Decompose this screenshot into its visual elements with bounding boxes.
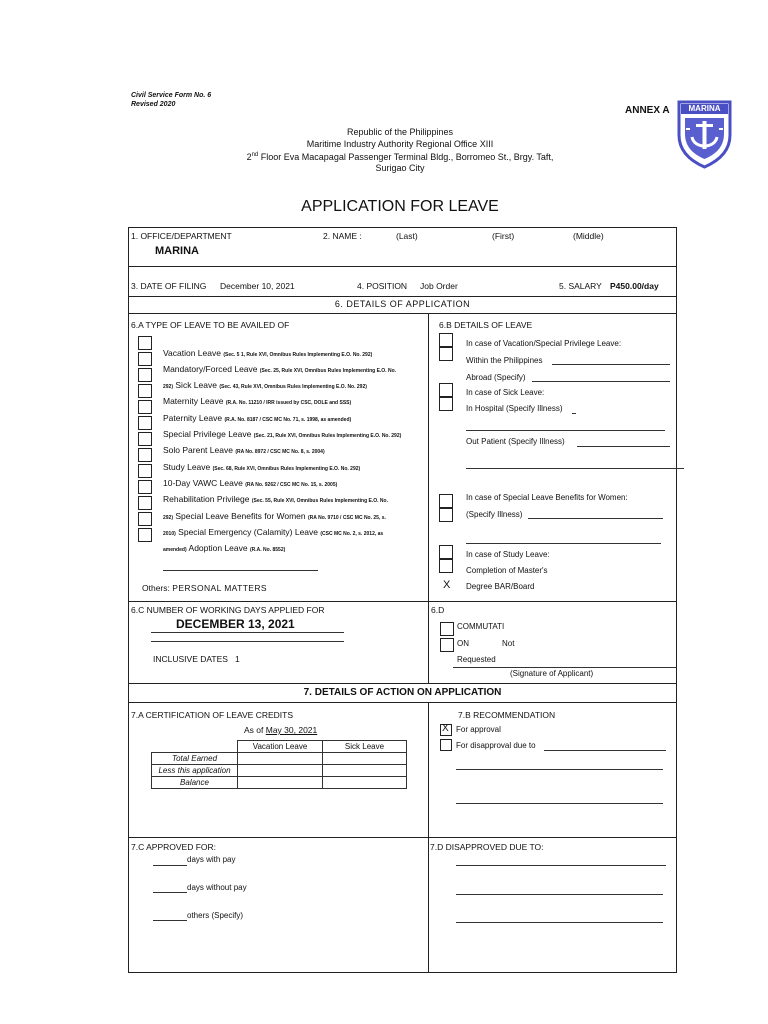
- table-cell[interactable]: [323, 777, 407, 789]
- agency-line: Maritime Industry Authority Regional Office XIII: [306, 139, 494, 149]
- commutation-label: 6.D: [431, 605, 445, 615]
- approval-x-mark: X: [442, 723, 449, 734]
- table-row: [152, 777, 407, 789]
- salary-label: 5. SALARY: [559, 281, 602, 291]
- divider-7cd: [128, 837, 677, 838]
- commutation-text-2: ON: [457, 639, 469, 648]
- form-border-left: [128, 227, 129, 973]
- checkbox-for-disapproval[interactable]: [440, 739, 452, 751]
- leave-type-item: Study Leave (Sec. 68, Rule XVI, Omnibus Rules Implementing E.O. No. 292): [163, 462, 361, 472]
- salary-value: P450.00/day: [610, 281, 659, 291]
- divider-section6: [128, 313, 677, 314]
- disapproved-due-label: 7.D DISAPPROVED DUE TO:: [430, 842, 544, 852]
- table-cell[interactable]: [238, 765, 323, 777]
- divider-row3: [128, 296, 677, 297]
- signature-line[interactable]: [453, 667, 676, 668]
- checkbox-leave-6[interactable]: [138, 416, 152, 430]
- type-of-leave-label: 6.A TYPE OF LEAVE TO BE AVAILED OF: [131, 320, 290, 330]
- women-specify-line[interactable]: [528, 518, 663, 519]
- table-header: Vacation Leave: [238, 741, 323, 753]
- table-row: [152, 741, 407, 753]
- date-filing-value: December 10, 2021: [220, 281, 295, 291]
- form-border-top: [128, 227, 677, 228]
- checkbox-leave-1[interactable]: [138, 336, 152, 350]
- form-border-right: [676, 227, 677, 973]
- table-cell[interactable]: [238, 777, 323, 789]
- vacation-heading: In case of Vacation/Special Privilege Leave:: [466, 339, 622, 348]
- working-days-label: 6.C NUMBER OF WORKING DAYS APPLIED FOR: [131, 605, 325, 615]
- column-split-7: [428, 702, 429, 973]
- office-value: MARINA: [155, 245, 199, 257]
- recommendation-label: 7.B RECOMMENDATION: [458, 710, 556, 720]
- leave-type-item: Mandatory/Forced Leave (Sec. 25, Rule XVI, Omnibus Rules Implementing E.O. No.: [163, 364, 397, 374]
- table-row: [152, 753, 407, 765]
- checkbox-leave-12[interactable]: [138, 512, 152, 526]
- checkbox-sick-hospital[interactable]: [439, 383, 453, 397]
- table-cell: Less this application: [152, 765, 238, 777]
- marina-logo: [676, 99, 733, 169]
- table-row: [152, 765, 407, 777]
- logo-text: MARINA: [688, 104, 721, 113]
- for-disapproval-label: For disapproval due to: [456, 741, 536, 750]
- checkbox-leave-13[interactable]: [138, 528, 152, 542]
- table-cell[interactable]: [238, 753, 323, 765]
- inclusive-dates: INCLUSIVE DATES 1: [153, 654, 240, 664]
- name-last-label: (Last): [396, 231, 418, 241]
- women-heading: In case of Special Leave Benefits for Women:: [466, 493, 628, 502]
- leave-type-item: Vacation Leave (Sec. 5 1, Rule XVI, Omnibus Rules Implementing E.O. No. 292): [163, 348, 373, 358]
- checkbox-vacation-abroad[interactable]: [439, 347, 453, 361]
- checkbox-commutation[interactable]: [440, 622, 454, 636]
- checkbox-leave-7[interactable]: [138, 432, 152, 446]
- checkbox-vacation-within[interactable]: [439, 333, 453, 347]
- working-days-line: [151, 632, 344, 633]
- others-specify-label: others (Specify): [187, 911, 244, 920]
- bar-board-label: Degree BAR/Board: [466, 582, 535, 591]
- hospital-line-2[interactable]: [466, 430, 665, 431]
- as-of-line: As of May 30, 2021: [244, 725, 318, 735]
- section6-heading: 6. DETAILS OF APPLICATION: [334, 299, 471, 309]
- table-cell[interactable]: [323, 765, 407, 777]
- checkbox-women[interactable]: [439, 494, 453, 508]
- others-line: [163, 570, 318, 571]
- outpatient-label: Out Patient (Specify Illness): [466, 437, 565, 446]
- table-header: Sick Leave: [323, 741, 407, 753]
- checkbox-leave-8[interactable]: [138, 448, 152, 462]
- address-line-1: 2nd Floor Eva Macapagal Passenger Terminal Bldg., Borromeo St., Brgy. Taft,: [246, 152, 554, 162]
- checkbox-not-requested[interactable]: [440, 638, 454, 652]
- outpatient-line-2[interactable]: [466, 468, 684, 469]
- checkbox-leave-3[interactable]: [138, 368, 152, 382]
- checkbox-leave-11[interactable]: [138, 496, 152, 510]
- checkbox-sick-outpatient[interactable]: [439, 397, 453, 411]
- checkbox-study-masters[interactable]: [439, 545, 453, 559]
- leave-type-item: Special Privilege Leave (Sec. 21, Rule XVI, Omnibus Rules Implementing E.O. No. 292): [163, 429, 402, 439]
- women-specify-line-2[interactable]: [466, 543, 661, 544]
- hospital-label: In Hospital (Specify Illness): [466, 404, 563, 413]
- within-philippines-line[interactable]: [552, 364, 670, 365]
- leave-type-item: amended) Adoption Leave (R.A. No. 8552): [163, 543, 286, 553]
- for-approval-label: For approval: [456, 725, 501, 734]
- leave-type-item: 2010) Special Emergency (Calamity) Leave (CSC MC No. 2, s. 2012, as: [163, 527, 384, 537]
- disapproval-line-1[interactable]: [544, 750, 666, 751]
- sick-heading: In case of Sick Leave:: [466, 388, 545, 397]
- position-label: 4. POSITION: [357, 281, 408, 291]
- checkbox-women-2[interactable]: [439, 508, 453, 522]
- within-philippines-label: Within the Philippines: [466, 356, 543, 365]
- republic-line: Republic of the Philippines: [346, 127, 454, 137]
- section7-heading: 7. DETAILS OF ACTION ON APPLICATION: [303, 687, 502, 698]
- checkbox-leave-9[interactable]: [138, 464, 152, 478]
- form-border-bottom: [128, 972, 677, 973]
- others-field: Others: PERSONAL MATTERS: [142, 583, 267, 593]
- divider-section7-bottom: [128, 702, 677, 703]
- table-cell: [152, 741, 238, 753]
- checkbox-leave-5[interactable]: [138, 400, 152, 414]
- days-without-pay-label: days without pay: [187, 883, 247, 892]
- table-cell: Balance: [152, 777, 238, 789]
- disapproved-line-2[interactable]: [456, 894, 663, 895]
- divider-row1: [128, 266, 677, 267]
- checkbox-leave-10[interactable]: [138, 480, 152, 494]
- date-filing-label: 3. DATE OF FILING: [131, 281, 207, 291]
- leave-credits-label: 7.A CERTIFICATION OF LEAVE CREDITS: [131, 710, 294, 720]
- disapproved-line-3[interactable]: [456, 922, 663, 923]
- days-with-pay-label: days with pay: [187, 855, 236, 864]
- column-split-6: [428, 313, 429, 683]
- details-of-leave-label: 6.B DETAILS OF LEAVE: [439, 320, 533, 330]
- address-line-2: Surigao City: [375, 163, 425, 173]
- days-with-pay-line[interactable]: [153, 865, 187, 866]
- disapproval-line-3[interactable]: [456, 803, 663, 804]
- divider-section7-top: [128, 683, 677, 684]
- annex-label: ANNEX A: [625, 105, 670, 116]
- not-requested-text-2: Requested: [457, 655, 496, 664]
- women-specify-label: (Specify Illness): [466, 510, 523, 519]
- approved-for-label: 7.C APPROVED FOR:: [131, 842, 217, 852]
- form-number: Civil Service Form No. 6: [131, 92, 212, 99]
- study-heading: In case of Study Leave:: [466, 550, 550, 559]
- leave-type-item: 10-Day VAWC Leave (RA No. 9262 / CSC MC No. 15, s. 2005): [163, 478, 338, 488]
- form-title: APPLICATION FOR LEAVE: [301, 198, 499, 215]
- table-cell[interactable]: [323, 753, 407, 765]
- leave-type-item: 292) Special Leave Benefits for Women (RA No. 9710 / CSC MC No. 25, s.: [163, 511, 386, 521]
- abroad-line[interactable]: [532, 381, 670, 382]
- leave-type-item: Solo Parent Leave (RA No. 8972 / CSC MC No. 8, s. 2004): [163, 445, 325, 455]
- checkbox-leave-4[interactable]: [138, 384, 152, 398]
- outpatient-line[interactable]: [577, 446, 670, 447]
- office-label: 1. OFFICE/DEPARTMENT: [131, 231, 232, 241]
- form-revision: Revised 2020: [131, 101, 176, 108]
- working-days-line-2: [151, 641, 344, 642]
- position-value: Job Order: [420, 281, 458, 291]
- masters-label: Completion of Master's: [466, 566, 548, 575]
- leave-type-item: Maternity Leave (R.A. No. 11210 / IRR issued by CSC, DOLE and SSS): [163, 396, 352, 406]
- table-cell: Total Earned: [152, 753, 238, 765]
- days-without-pay-line[interactable]: [153, 892, 187, 893]
- commutation-text-1: COMMUTATI: [457, 622, 505, 631]
- abroad-label: Abroad (Specify): [466, 373, 526, 382]
- leave-type-item: 292) Sick Leave (Sec. 43, Rule XVI, Omnibus Rules Implementing E.O. No. 292): [163, 380, 367, 390]
- disapproved-line-1[interactable]: [456, 865, 666, 866]
- hospital-line[interactable]: [572, 413, 576, 414]
- x-mark: X: [443, 579, 451, 591]
- name-middle-label: (Middle): [573, 231, 604, 241]
- name-first-label: (First): [492, 231, 515, 241]
- leave-type-item: Paternity Leave (R.A. No. 8187 / CSC MC No. 71, s. 1998, as amended): [163, 413, 352, 423]
- checkbox-study-bar[interactable]: [439, 559, 453, 573]
- name-label: 2. NAME :: [323, 231, 362, 241]
- checkbox-leave-2[interactable]: [138, 352, 152, 366]
- working-days-value: DECEMBER 13, 2021: [176, 617, 295, 631]
- signature-label: (Signature of Applicant): [510, 669, 594, 678]
- divider-6cd: [128, 601, 677, 602]
- leave-type-item: Rehabilitation Privilege (Sec. 55, Rule XVI, Omnibus Rules Implementing E.O. No.: [163, 494, 388, 504]
- others-specify-line[interactable]: [153, 920, 187, 921]
- leave-credits-table: [151, 740, 407, 789]
- disapproval-line-2[interactable]: [456, 769, 663, 770]
- not-requested-text-1: Not: [502, 639, 515, 648]
